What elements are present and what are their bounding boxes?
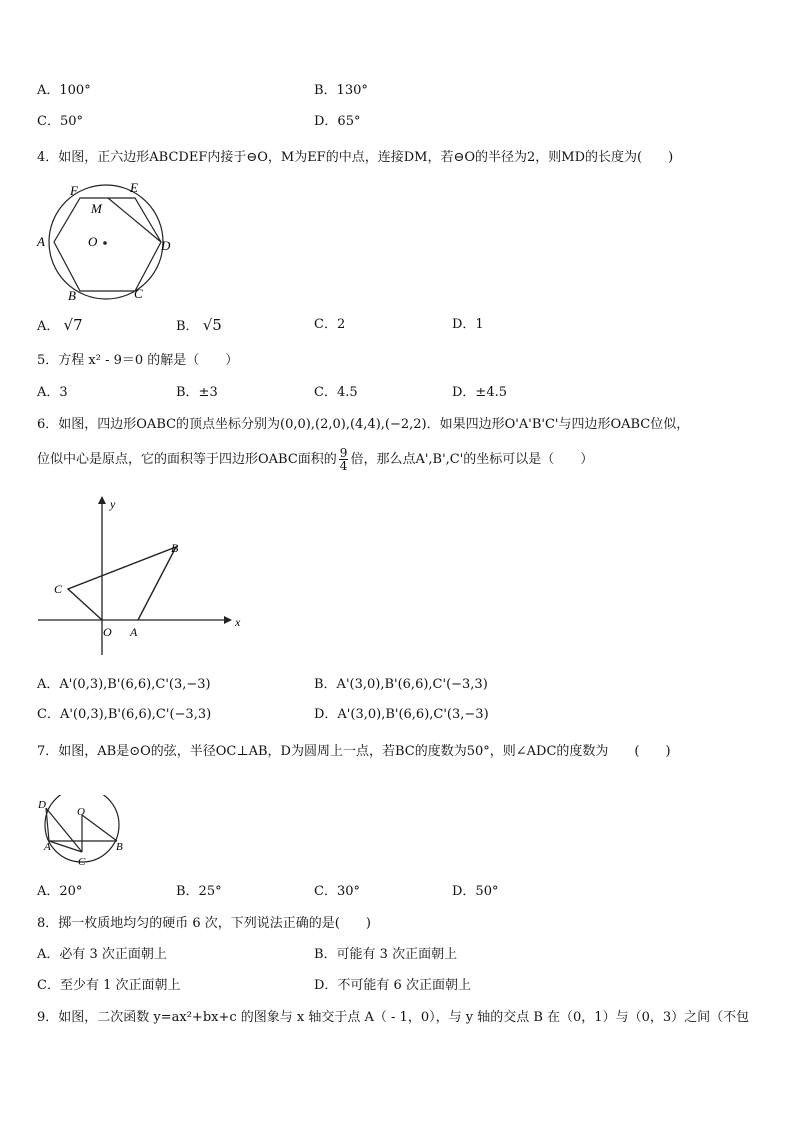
q5-option-d: D．±4.5 bbox=[452, 385, 507, 400]
q8-option-c: C．至少有 1 次正面朝上 bbox=[37, 978, 181, 993]
q4-label-d: D bbox=[161, 238, 171, 253]
q4-option-b bbox=[176, 316, 222, 336]
q6-stem-line2-before: 位似中心是原点，它的面积等于四边形OABC面积的 bbox=[37, 452, 337, 467]
q7-label-c: C bbox=[78, 856, 86, 868]
q4-stem: 4．如图，正六边形ABCDEF内接于⊖O，M为EF的中点，连接DM，若⊖O的半径为2，则MD的长度为( ) bbox=[37, 150, 674, 165]
q6-fraction-num: 9 bbox=[339, 446, 348, 460]
q6-option-a: A．A'(0,3),B'(6,6),C'(3,−3) bbox=[37, 677, 211, 692]
q5-stem: 5．方程 x² - 9＝0 的解是（ ） bbox=[37, 353, 239, 368]
q6-axis-label-x: x bbox=[235, 615, 241, 629]
q7-label-b: B bbox=[116, 841, 123, 853]
q7-label-a: A bbox=[44, 841, 51, 853]
q4-label-o: O bbox=[88, 234, 98, 249]
q8-stem: 8．掷一枚质地均匀的硬币 6 次，下列说法正确的是( ) bbox=[37, 916, 371, 931]
q4-label-e: E bbox=[130, 180, 138, 195]
q6-stem-line1: 6．如图，四边形OABC的顶点坐标分别为(0,0),(2,0),(4,4),(−2,2)．如果四边形O'A'B'C'与四边形OABC位似， bbox=[37, 417, 690, 432]
q6-label-o: O bbox=[103, 625, 112, 639]
q7-label-o: O bbox=[77, 806, 85, 818]
q9-stem: 9．如图，二次函数 y=ax²+bx+c 的图象与 x 轴交于点 A（ - 1，0），与 y 轴的交点 B 在（0，1）与（0，3）之间（不包 bbox=[37, 1010, 750, 1025]
q6-stem-line2-after: 倍，那么点A',B',C'的坐标可以是（ ） bbox=[350, 452, 594, 467]
q7-option-c: C．30° bbox=[314, 884, 360, 899]
q6-fraction bbox=[339, 447, 349, 472]
q4-label-c: C bbox=[134, 286, 143, 301]
q7-option-a: A．20° bbox=[37, 884, 83, 899]
q4-option-a-value: √7 bbox=[63, 316, 83, 334]
q3-option-b: B．130° bbox=[314, 83, 368, 98]
q4-label-f: F bbox=[70, 183, 78, 198]
q7-label-d: D bbox=[38, 799, 46, 811]
q8-option-a: A．必有 3 次正面朝上 bbox=[37, 947, 167, 962]
q6-label-b: B bbox=[171, 541, 179, 555]
q4-option-a bbox=[37, 316, 83, 336]
q4-option-b-value: √5 bbox=[202, 316, 222, 334]
q6-fraction-den: 4 bbox=[339, 459, 348, 473]
q7-option-d: D．50° bbox=[452, 884, 499, 899]
q7-stem: 7．如图，AB是⊙O的弦，半径OC⊥AB，D为圆周上一点，若BC的度数为50°，则∠ADC的度数为 ( ) bbox=[37, 744, 671, 759]
q7-circle-figure bbox=[32, 795, 132, 875]
q4-option-a-label: A． bbox=[37, 319, 60, 334]
q8-option-d: D．不可能有 6 次正面朝上 bbox=[314, 978, 471, 993]
q6-axis-label-y: y bbox=[110, 497, 116, 511]
q4-hexagon-figure bbox=[30, 176, 180, 306]
q3-option-d: D．65° bbox=[314, 114, 361, 129]
q8-option-b: B．可能有 3 次正面朝上 bbox=[314, 947, 458, 962]
q6-label-a: A bbox=[130, 625, 138, 639]
q7-option-b: B．25° bbox=[176, 884, 222, 899]
q5-option-a: A．3 bbox=[37, 385, 68, 400]
q6-coordinate-figure bbox=[30, 490, 260, 660]
q5-option-b: B．±3 bbox=[176, 385, 218, 400]
q6-label-c: C bbox=[54, 582, 63, 596]
q4-label-m: M bbox=[91, 201, 102, 216]
q4-label-a: A bbox=[37, 234, 45, 249]
q3-option-a: A．100° bbox=[37, 83, 91, 98]
q6-stem-line2 bbox=[37, 442, 593, 478]
q6-option-d: D．A'(3,0),B'(6,6),C'(3,−3) bbox=[314, 707, 489, 722]
q4-option-d: D．1 bbox=[452, 317, 484, 332]
q6-option-b: B．A'(3,0),B'(6,6),C'(−3,3) bbox=[314, 677, 488, 692]
q6-option-c: C．A'(0,3),B'(6,6),C'(−3,3) bbox=[37, 707, 212, 722]
q5-option-c: C．4.5 bbox=[314, 385, 358, 400]
q4-option-c: C．2 bbox=[314, 317, 346, 332]
q4-option-b-label: B． bbox=[176, 319, 199, 334]
q4-label-b: B bbox=[68, 288, 76, 303]
q3-option-c: C．50° bbox=[37, 114, 83, 129]
